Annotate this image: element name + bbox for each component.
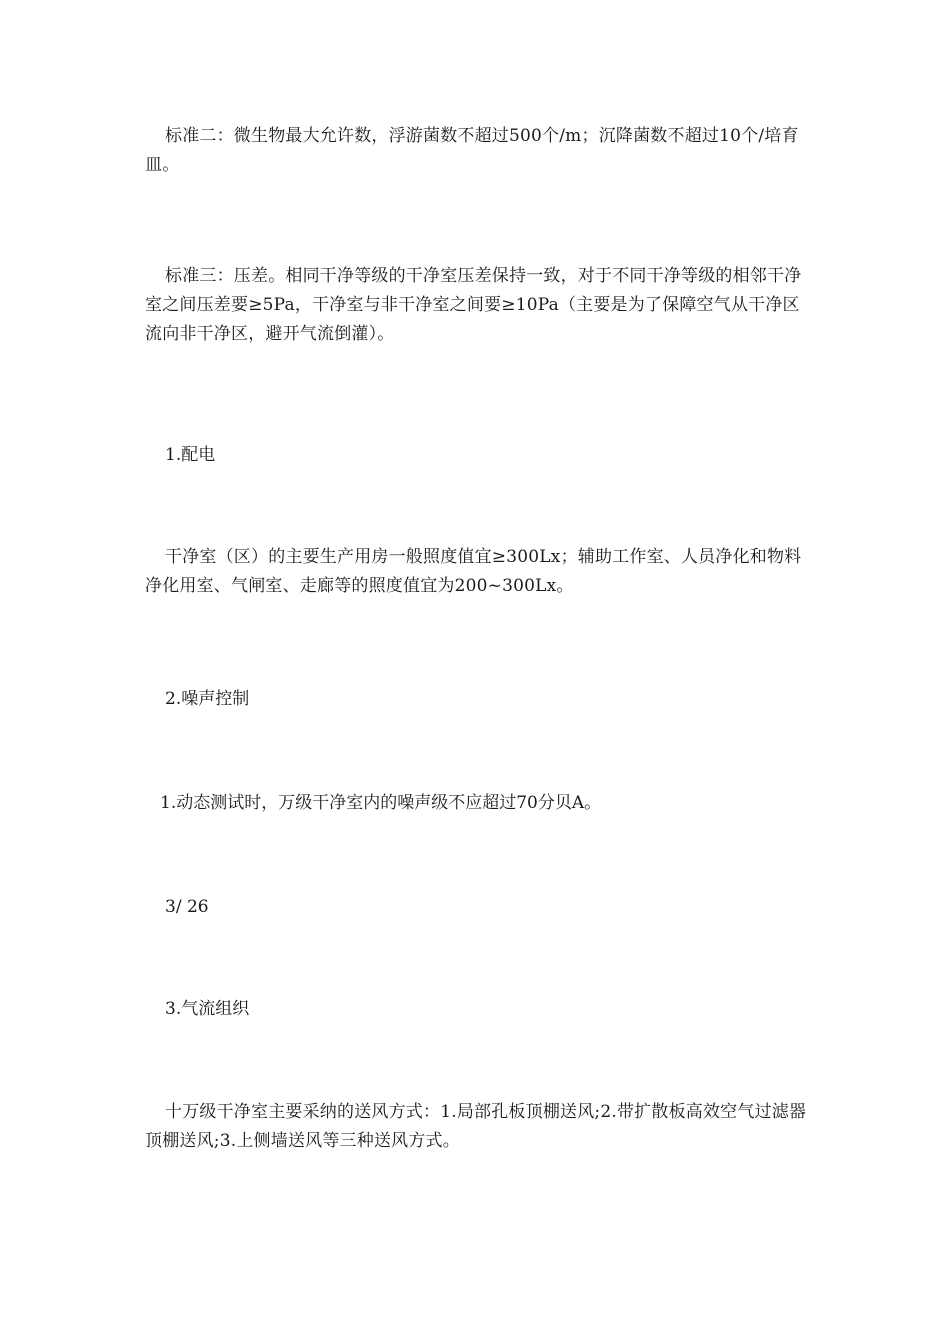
heading-airflow: 3.气流组织	[165, 999, 250, 1019]
page-number: 3/ 26	[165, 897, 209, 917]
paragraph-air-supply: 十万级干净室主要采纳的送风方式：1.局部孔板顶棚送风;2.带扩散板高效空气过滤器顶棚送风;3.上侧墙送风等三种送风方式。	[145, 1102, 807, 1151]
paragraph-illumination: 干净室（区）的主要生产用房一般照度值宜≥300Lx；辅助工作室、人员净化和物料净化用室、气闸室、走廊等的照度值宜为200~300Lx。	[145, 547, 802, 596]
paragraph-noise-level: 1.动态测试时，万级干净室内的噪声级不应超过70分贝A。	[160, 793, 602, 813]
paragraph-standard-two: 标准二：微生物最大允许数，浮游菌数不超过500个/m；沉降菌数不超过10个/培育皿。	[145, 126, 799, 175]
heading-power-distribution: 1.配电	[165, 445, 216, 465]
paragraph-standard-three: 标准三：压差。相同干净等级的干净室压差保持一致，对于不同干净等级的相邻干净室之间压差要≥5Pa，干净室与非干净室之间要≥10Pa（主要是为了保障空气从干净区流向非干净区，避开气流倒灌）。	[145, 266, 802, 344]
heading-noise-control: 2.噪声控制	[165, 689, 250, 709]
